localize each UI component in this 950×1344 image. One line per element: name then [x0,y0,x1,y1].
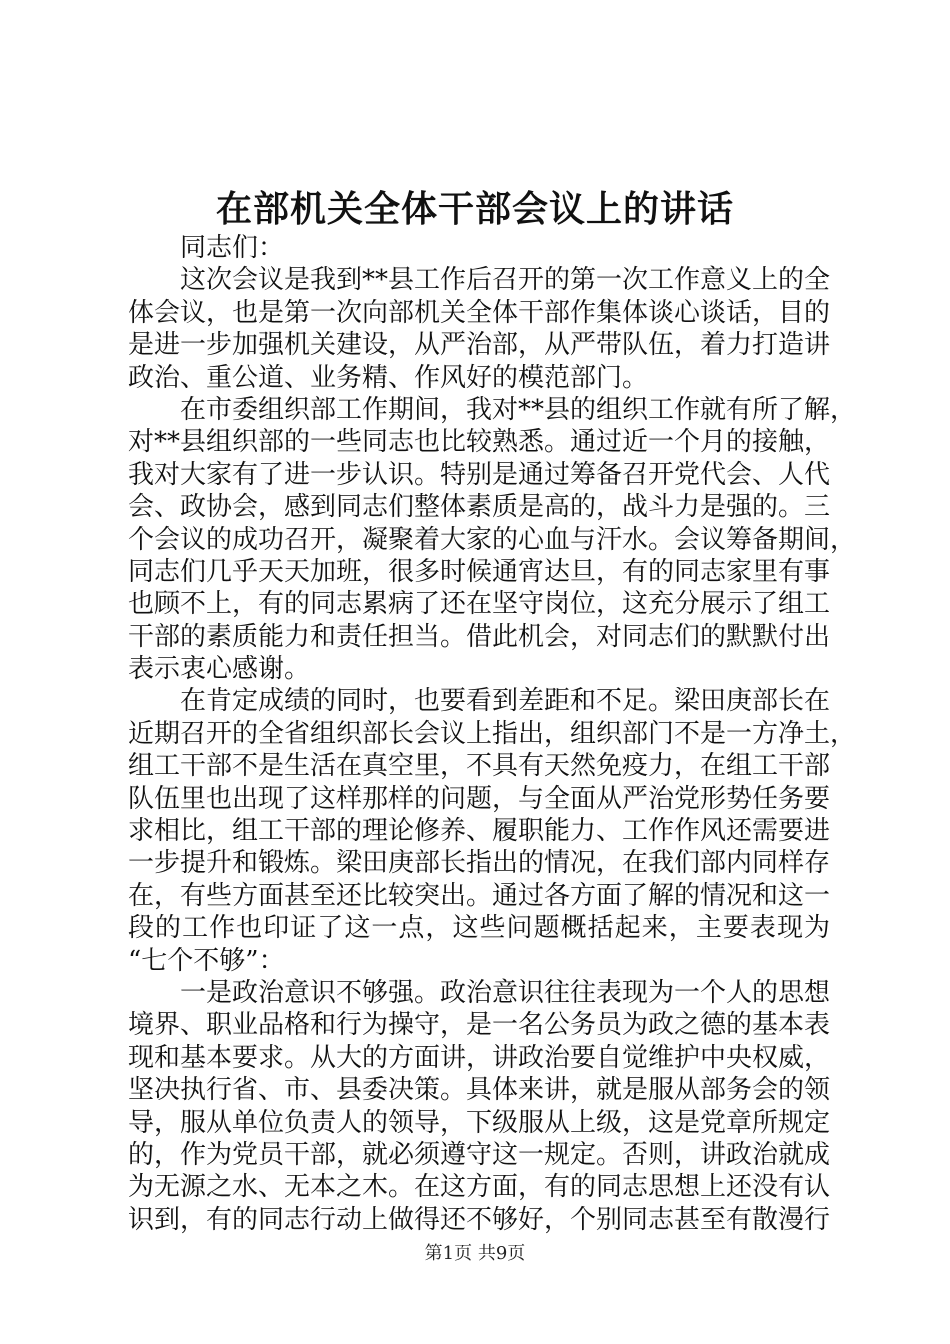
document-title: 在部机关全体干部会议上的讲话 [215,188,734,230]
text-line: 同志们几乎天天加班，很多时候通宵达旦，有的同志家里有事 [128,556,831,587]
text-line: 对**县组织部的一些同志也比较熟悉。通过近一个月的接触， [128,427,831,458]
text-line: 现和基本要求。从大的方面讲，讲政治要自觉维护中央权威， [128,1042,831,1073]
paragraph-2 [128,394,857,686]
text-line: 表示衷心感谢。 [128,654,311,685]
salutation: 同志们： [180,233,285,263]
text-line: 为无源之水、无本之木。在这方面，有的同志思想上还没有认 [128,1172,831,1203]
text-line: 个会议的成功召开，凝聚着大家的心血与汗水。会议筹备期间， [128,524,857,555]
text-line: 坚决执行省、市、县委决策。具体来讲，就是服从部务会的领 [128,1075,831,1106]
text-line: 在市委组织部工作期间，我对**县的组织工作就有所了解， [180,394,857,425]
text-line: 段的工作也印证了这一点，这些问题概括起来，主要表现为 [128,913,830,944]
text-line: 导，服从单位负责人的领导，下级服从上级，这是党章所规定 [128,1107,831,1138]
text-line: 在，有些方面甚至还比较突出。通过各方面了解的情况和这一 [128,880,831,911]
text-line: 在肯定成绩的同时，也要看到差距和不足。梁田庚部长在 [180,686,831,717]
text-line: 这次会议是我到**县工作后召开的第一次工作意义上的全 [180,265,831,296]
text-line: 的，作为党员干部，就必须遵守这一规定。否则，讲政治就成 [128,1139,831,1170]
text-line: 求相比，组工干部的理论修养、履职能力、工作作风还需要进 [128,816,831,847]
page-number-footer: 第1页 共9页 [424,1243,526,1264]
text-line: 识到，有的同志行动上做得还不够好，个别同志甚至有散漫行 [128,1204,831,1235]
text-line: “七个不够”： [128,945,285,976]
text-line: 一是政治意识不够强。政治意识往往表现为一个人的思想 [180,977,831,1008]
text-line: 境界、职业品格和行为操守，是一名公务员为政之德的基本表 [128,1010,831,1041]
text-line: 队伍里也出现了这样那样的问题，与全面从严治党形势任务要 [128,783,831,814]
text-line: 一步提升和锻炼。梁田庚部长指出的情况，在我们部内同样存 [128,848,831,879]
text-line: 我对大家有了进一步认识。特别是通过筹备召开党代会、人代 [128,459,831,490]
paragraph-1 [128,264,830,394]
document-body [128,232,857,1236]
text-line: 政治、重公道、业务精、作风好的模范部门。 [128,362,649,393]
text-line: 干部的素质能力和责任担当。借此机会，对同志们的默默付出 [128,621,831,652]
text-line: 是进一步加强机关建设，从严治部，从严带队伍，着力打造讲 [128,330,831,361]
paragraph-4 [128,977,830,1236]
text-line: 也顾不上，有的同志累病了还在坚守岗位，这充分展示了组工 [128,589,831,620]
text-line: 会、政协会，感到同志们整体素质是高的，战斗力是强的。三 [128,492,831,523]
paragraph-3 [128,685,857,977]
text-line: 组工干部不是生活在真空里，不具有天然免疫力，在组工干部 [128,751,831,782]
text-line: 近期召开的全省组织部长会议上指出，组织部门不是一方净土， [128,718,857,749]
text-line: 体会议，也是第一次向部机关全体干部作集体谈心谈话，目的 [128,297,831,328]
